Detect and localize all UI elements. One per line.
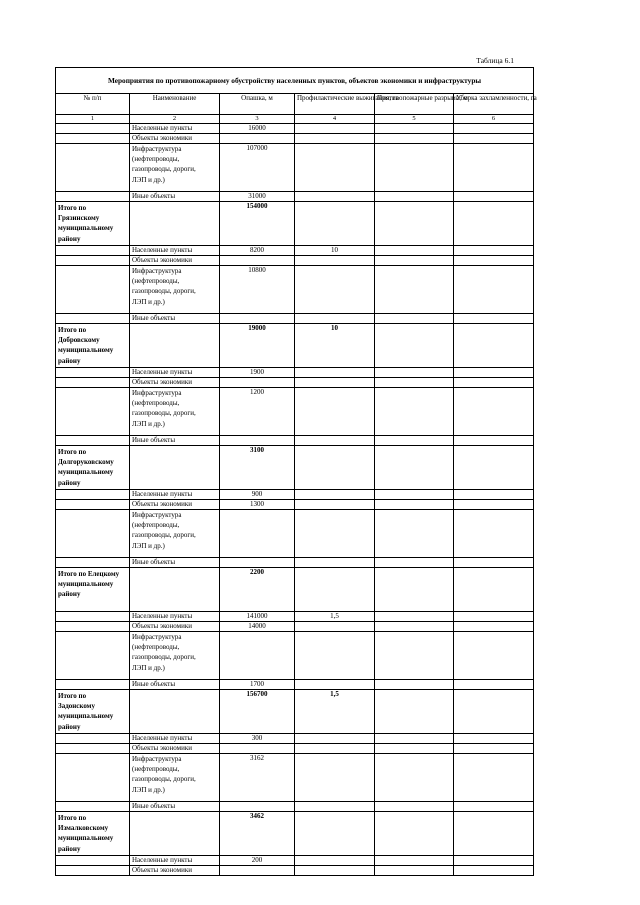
total-burning: 10 [295, 324, 375, 368]
table-row [56, 368, 534, 378]
cell [375, 124, 454, 134]
cell [375, 144, 454, 192]
cell [454, 192, 534, 202]
cell [295, 378, 375, 388]
cell [375, 500, 454, 510]
cell [220, 314, 295, 324]
cell [375, 134, 454, 144]
table-row [56, 144, 534, 192]
cell [454, 558, 534, 568]
cell [56, 622, 130, 632]
plowing-value: 1900 [220, 368, 295, 378]
cell [454, 802, 534, 812]
cell [454, 256, 534, 266]
cell [375, 256, 454, 266]
cell [375, 612, 454, 622]
cell [56, 612, 130, 622]
cell [454, 690, 534, 734]
cell [454, 266, 534, 314]
cell [56, 388, 130, 436]
col-number: 6 [454, 115, 534, 124]
table-row [56, 680, 534, 690]
col-number: 3 [220, 115, 295, 124]
header-num: № п/п [56, 94, 130, 115]
cell [454, 314, 534, 324]
cell [375, 192, 454, 202]
row-label: Иные объекты [130, 802, 220, 812]
plowing-value: 107000 [220, 144, 295, 192]
cell [454, 202, 534, 246]
cell [220, 436, 295, 446]
row-label: Объекты экономики [130, 134, 220, 144]
total-label [56, 690, 130, 734]
row-label: Объекты экономики [130, 378, 220, 388]
cell [56, 680, 130, 690]
cell [375, 568, 454, 612]
row-label [130, 144, 220, 192]
cell [454, 612, 534, 622]
total-label-text: Итого по Елецкому муниципальному району [58, 570, 120, 599]
plowing-value: 3162 [220, 754, 295, 802]
cell [295, 368, 375, 378]
total-row [56, 568, 534, 612]
infra-label: Инфраструктура (нефтепроводы, газопроводы, дороги, ЛЭП и др.) [132, 755, 196, 794]
cell [130, 202, 220, 246]
infra-label: Инфраструктура (нефтепроводы, газопроводы, дороги, ЛЭП и др.) [132, 267, 196, 306]
cell [295, 192, 375, 202]
row-label: Объекты экономики [130, 744, 220, 754]
plowing-value: 31000 [220, 192, 295, 202]
cell [295, 734, 375, 744]
cell [454, 510, 534, 558]
cell [56, 754, 130, 802]
table-row [56, 558, 534, 568]
cell [295, 568, 375, 612]
header-row [56, 94, 534, 115]
row-label: Иные объекты [130, 314, 220, 324]
cell [375, 632, 454, 680]
total-label [56, 812, 130, 856]
table-row [56, 378, 534, 388]
row-label: Населенные пункты [130, 246, 220, 256]
infra-label: Инфраструктура (нефтепроводы, газопроводы, дороги, ЛЭП и др.) [132, 633, 196, 672]
plowing-value: 200 [220, 856, 295, 866]
plowing-value: 900 [220, 490, 295, 500]
total-label-text: Итого по Добровскому муниципальному району [58, 326, 114, 365]
cell [375, 368, 454, 378]
total-label-text: Итого по Грязинскому муниципальному району [58, 204, 114, 243]
cell [295, 558, 375, 568]
total-label-text: Итого по Задонскому муниципальному району [58, 692, 114, 731]
total-label [56, 324, 130, 368]
col-number: 5 [375, 115, 454, 124]
cell [375, 866, 454, 876]
cell [454, 734, 534, 744]
cell [375, 202, 454, 246]
table-row [56, 622, 534, 632]
row-label [130, 266, 220, 314]
table-row [56, 124, 534, 134]
table-row [56, 754, 534, 802]
cell [56, 436, 130, 446]
total-label [56, 446, 130, 490]
cell [56, 558, 130, 568]
row-label: Населенные пункты [130, 368, 220, 378]
table-row [56, 314, 534, 324]
total-label-text: Итого по Измалковскому муниципальному району [58, 814, 114, 853]
row-label [130, 388, 220, 436]
cell [56, 500, 130, 510]
cell [56, 368, 130, 378]
row-label: Иные объекты [130, 436, 220, 446]
table-row [56, 744, 534, 754]
cell [220, 510, 295, 558]
cell [56, 866, 130, 876]
row-label: Населенные пункты [130, 856, 220, 866]
cell [454, 324, 534, 368]
plowing-value: 1200 [220, 388, 295, 436]
cell [295, 202, 375, 246]
cell [454, 866, 534, 876]
cell [454, 368, 534, 378]
plowing-value: 14000 [220, 622, 295, 632]
table-row [56, 510, 534, 558]
cell [295, 124, 375, 134]
cell [295, 266, 375, 314]
cell [295, 622, 375, 632]
cell [56, 632, 130, 680]
table-row [56, 734, 534, 744]
plowing-value: 16000 [220, 124, 295, 134]
total-burning: 1,5 [295, 690, 375, 734]
cell [375, 558, 454, 568]
cell [56, 744, 130, 754]
header-name: Наименование [130, 94, 220, 115]
cell [454, 680, 534, 690]
cell [56, 490, 130, 500]
col-number: 2 [130, 115, 220, 124]
cell [295, 754, 375, 802]
table-row [56, 802, 534, 812]
table-row [56, 246, 534, 256]
cell [454, 446, 534, 490]
row-label [130, 754, 220, 802]
plowing-value: 1300 [220, 500, 295, 510]
cell [454, 490, 534, 500]
cell [56, 266, 130, 314]
cell [454, 622, 534, 632]
cell [295, 510, 375, 558]
cell [130, 812, 220, 856]
header-burning: Профилактические выжигания, га [295, 94, 375, 115]
total-plowing: 154000 [220, 202, 295, 246]
cell [375, 856, 454, 866]
table-row [56, 192, 534, 202]
cell [295, 256, 375, 266]
cell [220, 866, 295, 876]
cell [220, 744, 295, 754]
cell [295, 856, 375, 866]
cell [454, 744, 534, 754]
cell [295, 744, 375, 754]
infra-label: Инфраструктура (нефтепроводы, газопроводы, дороги, ЛЭП и др.) [132, 389, 196, 428]
table-row [56, 134, 534, 144]
table-row [56, 856, 534, 866]
cell [220, 134, 295, 144]
cell [295, 436, 375, 446]
cell [220, 632, 295, 680]
total-label [56, 568, 130, 612]
cell [295, 490, 375, 500]
cell [295, 144, 375, 192]
cell [375, 246, 454, 256]
cell [375, 446, 454, 490]
cell [454, 856, 534, 866]
cell [56, 134, 130, 144]
total-plowing: 2200 [220, 568, 295, 612]
col-number: 1 [56, 115, 130, 124]
row-label: Объекты экономики [130, 622, 220, 632]
row-label: Объекты экономики [130, 500, 220, 510]
table-title: Мероприятия по противопожарному обустройству населенных пунктов, объектов экономики и инфраструктуры [56, 68, 534, 94]
cell [375, 754, 454, 802]
cell [375, 314, 454, 324]
cell [375, 802, 454, 812]
plowing-value: 141000 [220, 612, 295, 622]
cell [130, 690, 220, 734]
cell [295, 632, 375, 680]
cell [375, 388, 454, 436]
infra-label: Инфраструктура (нефтепроводы, газопроводы, дороги, ЛЭП и др.) [132, 145, 196, 184]
total-row [56, 812, 534, 856]
plowing-value: 8200 [220, 246, 295, 256]
col-number: 4 [295, 115, 375, 124]
cell [56, 246, 130, 256]
plowing-value: 10800 [220, 266, 295, 314]
row-label [130, 510, 220, 558]
cell [454, 568, 534, 612]
cell [295, 446, 375, 490]
cell [56, 314, 130, 324]
row-label: Населенные пункты [130, 734, 220, 744]
cell [220, 802, 295, 812]
cell [375, 266, 454, 314]
header-plowing: Опашка, м [220, 94, 295, 115]
row-label: Иные объекты [130, 192, 220, 202]
table-row [56, 500, 534, 510]
table-row [56, 612, 534, 622]
cell [295, 802, 375, 812]
cell [454, 436, 534, 446]
cell [56, 256, 130, 266]
row-label: Населенные пункты [130, 490, 220, 500]
cell [130, 446, 220, 490]
row-label: Объекты экономики [130, 866, 220, 876]
cell [375, 324, 454, 368]
total-row [56, 202, 534, 246]
total-label [56, 202, 130, 246]
cell [375, 490, 454, 500]
infra-label: Инфраструктура (нефтепроводы, газопроводы, дороги, ЛЭП и др.) [132, 511, 196, 550]
burning-value: 10 [295, 246, 375, 256]
cell [220, 558, 295, 568]
cell [454, 754, 534, 802]
total-row [56, 324, 534, 368]
cell [56, 192, 130, 202]
cell [295, 500, 375, 510]
cell [56, 378, 130, 388]
cell [454, 134, 534, 144]
fire-measures-table [55, 67, 537, 876]
row-label: Иные объекты [130, 558, 220, 568]
cell [295, 866, 375, 876]
cell [130, 568, 220, 612]
table-row [56, 632, 534, 680]
total-label-text: Итого по Долгоруковскому муниципальному району [58, 448, 114, 487]
table-row [56, 256, 534, 266]
cell [56, 734, 130, 744]
total-row [56, 446, 534, 490]
cell [375, 690, 454, 734]
cell [454, 124, 534, 134]
plowing-value: 1700 [220, 680, 295, 690]
cell [375, 510, 454, 558]
cell [295, 388, 375, 436]
cell [454, 246, 534, 256]
table-row [56, 266, 534, 314]
cell [454, 144, 534, 192]
header-cleanup: Уборка захламленности, га [454, 94, 534, 115]
cell [56, 802, 130, 812]
cell [375, 812, 454, 856]
row-label: Населенные пункты [130, 124, 220, 134]
cell [454, 812, 534, 856]
cell [454, 632, 534, 680]
cell [375, 744, 454, 754]
cell [375, 378, 454, 388]
burning-value: 1,5 [295, 612, 375, 622]
total-plowing: 3462 [220, 812, 295, 856]
cell [56, 856, 130, 866]
total-plowing: 3100 [220, 446, 295, 490]
cell [220, 378, 295, 388]
cell [56, 510, 130, 558]
column-number-row [56, 115, 534, 124]
cell [295, 314, 375, 324]
table-row [56, 866, 534, 876]
cell [295, 812, 375, 856]
cell [295, 680, 375, 690]
table-row [56, 436, 534, 446]
cell [130, 324, 220, 368]
cell [454, 378, 534, 388]
total-row [56, 690, 534, 734]
cell [454, 500, 534, 510]
table-row [56, 490, 534, 500]
table-caption: Таблица 6.1 [476, 56, 514, 65]
cell [56, 124, 130, 134]
cell [56, 144, 130, 192]
row-label: Объекты экономики [130, 256, 220, 266]
plowing-value: 300 [220, 734, 295, 744]
row-label: Иные объекты [130, 680, 220, 690]
cell [375, 680, 454, 690]
header-firebreaks: Противопожарные разрывы, м [375, 94, 454, 115]
cell [375, 622, 454, 632]
row-label: Населенные пункты [130, 612, 220, 622]
table-row [56, 388, 534, 436]
cell [220, 256, 295, 266]
cell [375, 436, 454, 446]
total-plowing: 156700 [220, 690, 295, 734]
cell [454, 388, 534, 436]
total-plowing: 19000 [220, 324, 295, 368]
cell [375, 734, 454, 744]
cell [295, 134, 375, 144]
row-label [130, 632, 220, 680]
